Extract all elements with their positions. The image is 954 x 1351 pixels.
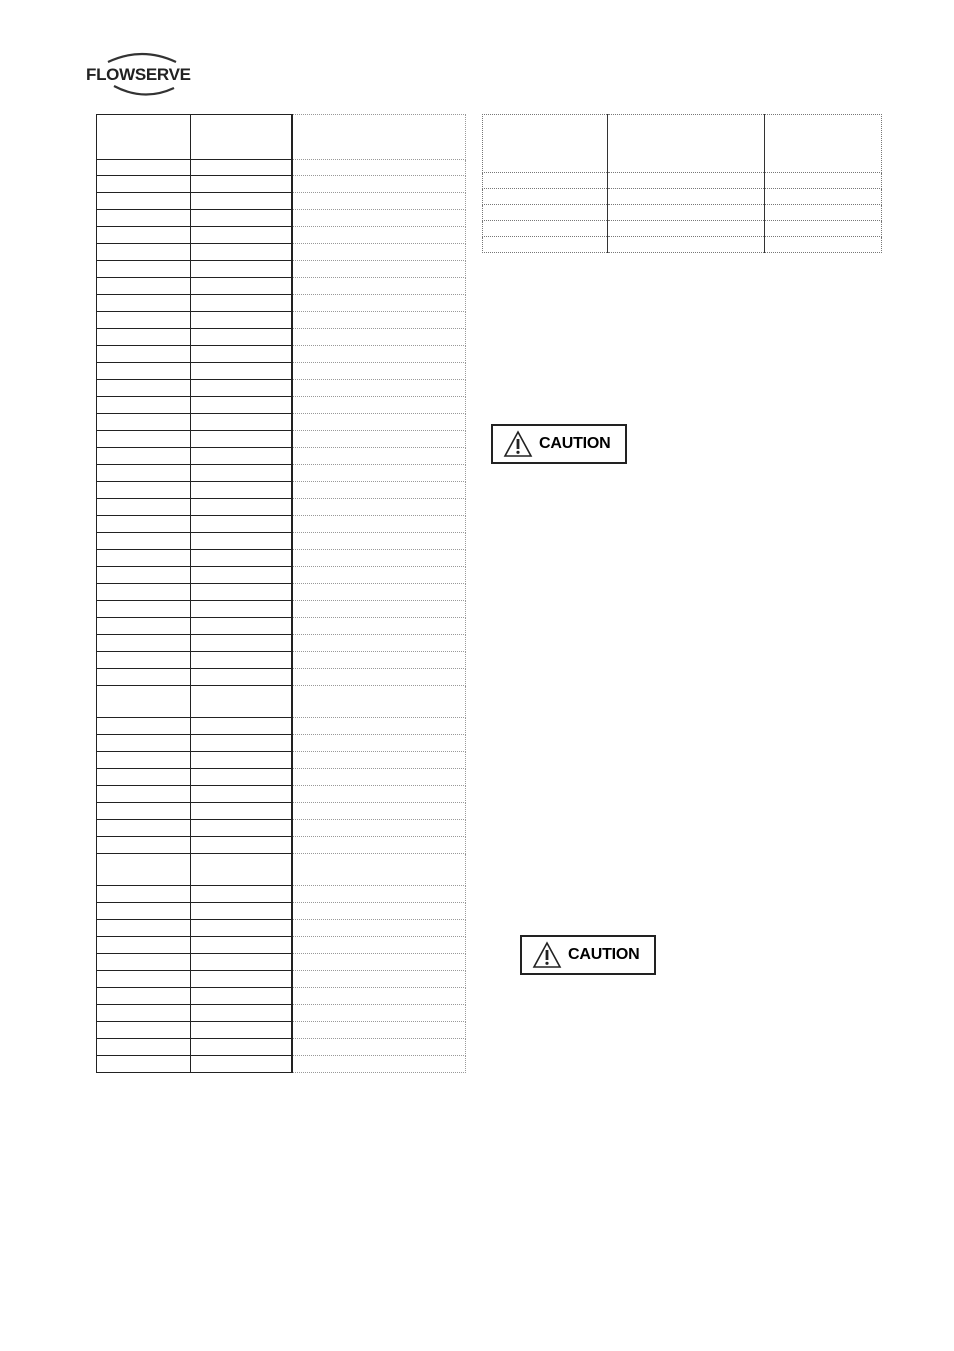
table-row: [483, 115, 882, 173]
table-row: [97, 176, 466, 193]
table-cell: [292, 261, 466, 278]
table-row: [97, 686, 466, 718]
table-cell: [97, 988, 191, 1005]
table-cell: [97, 482, 191, 499]
table-cell: [292, 669, 466, 686]
table-row: [97, 820, 466, 837]
table-cell: [292, 1005, 466, 1022]
table-cell: [292, 971, 466, 988]
table-cell: [191, 210, 293, 227]
table-row: [97, 550, 466, 567]
table-cell: [191, 652, 293, 669]
table-row: [97, 988, 466, 1005]
table-cell: [97, 516, 191, 533]
table-row: [97, 160, 466, 176]
table-cell: [97, 533, 191, 550]
table-cell: [97, 414, 191, 431]
table-cell: [292, 903, 466, 920]
table-cell: [483, 205, 608, 221]
table-cell: [97, 669, 191, 686]
table-cell: [191, 312, 293, 329]
table-cell: [292, 1039, 466, 1056]
table-cell: [97, 278, 191, 295]
table-cell: [97, 567, 191, 584]
table-cell: [191, 618, 293, 635]
table-cell: [97, 920, 191, 937]
table-cell: [292, 448, 466, 465]
table-cell: [292, 115, 466, 160]
table-row: [483, 173, 882, 189]
table-cell: [191, 533, 293, 550]
logo-text: FLOWSERVE: [86, 65, 191, 84]
table-row: [483, 237, 882, 253]
table-row: [97, 465, 466, 482]
table-cell: [191, 567, 293, 584]
table-cell: [483, 237, 608, 253]
table-cell: [191, 937, 293, 954]
table-cell: [292, 937, 466, 954]
table-cell: [608, 237, 765, 253]
table-cell: [191, 380, 293, 397]
table-cell: [765, 205, 882, 221]
table-cell: [191, 397, 293, 414]
caution-text: CAUTION: [539, 435, 611, 452]
table-cell: [97, 1022, 191, 1039]
table-cell: [292, 210, 466, 227]
table-cell: [292, 329, 466, 346]
table-cell: [191, 769, 293, 786]
table-cell: [97, 346, 191, 363]
table-cell: [191, 1005, 293, 1022]
table-cell: [97, 635, 191, 652]
table-cell: [191, 752, 293, 769]
table-cell: [191, 431, 293, 448]
table-row: [97, 295, 466, 312]
table-cell: [292, 312, 466, 329]
table-cell: [97, 363, 191, 380]
table-cell: [292, 414, 466, 431]
table-cell: [191, 261, 293, 278]
table-row: [97, 397, 466, 414]
table-cell: [191, 115, 293, 160]
table-cell: [191, 329, 293, 346]
table-row: [97, 244, 466, 261]
table-cell: [97, 769, 191, 786]
table-cell: [292, 516, 466, 533]
warning-triangle-icon: [532, 941, 562, 969]
table-cell: [608, 115, 765, 173]
table-row: [97, 1039, 466, 1056]
table-cell: [191, 363, 293, 380]
table-row: [97, 837, 466, 854]
table-cell: [292, 820, 466, 837]
table-cell: [97, 210, 191, 227]
left-data-table: [96, 114, 466, 1073]
table-row: [97, 635, 466, 652]
table-row: [97, 431, 466, 448]
table-cell: [97, 115, 191, 160]
table-cell: [97, 971, 191, 988]
table-cell: [191, 686, 293, 718]
table-row: [483, 221, 882, 237]
table-cell: [191, 278, 293, 295]
table-cell: [97, 465, 191, 482]
table-cell: [97, 854, 191, 886]
table-cell: [191, 803, 293, 820]
table-cell: [292, 686, 466, 718]
table-cell: [292, 193, 466, 210]
table-cell: [97, 176, 191, 193]
warning-triangle-icon: [503, 430, 533, 458]
table-row: [97, 380, 466, 397]
table-cell: [191, 1056, 293, 1073]
table-cell: [608, 189, 765, 205]
table-cell: [191, 465, 293, 482]
table-cell: [191, 903, 293, 920]
table-cell: [292, 244, 466, 261]
table-row: [97, 769, 466, 786]
table-row: [97, 227, 466, 244]
table-row: [97, 584, 466, 601]
table-row: [97, 669, 466, 686]
table-cell: [292, 482, 466, 499]
table-cell: [191, 499, 293, 516]
table-row: [97, 937, 466, 954]
table-cell: [97, 431, 191, 448]
table-row: [97, 312, 466, 329]
table-cell: [765, 237, 882, 253]
table-cell: [292, 618, 466, 635]
table-row: [97, 752, 466, 769]
table-row: [97, 278, 466, 295]
table-cell: [191, 954, 293, 971]
table-cell: [191, 854, 293, 886]
table-cell: [191, 295, 293, 312]
table-cell: [292, 278, 466, 295]
table-cell: [97, 380, 191, 397]
table-cell: [191, 482, 293, 499]
table-cell: [191, 244, 293, 261]
table-cell: [292, 160, 466, 176]
table-cell: [191, 516, 293, 533]
table-cell: [292, 769, 466, 786]
table-cell: [191, 227, 293, 244]
table-row: [97, 971, 466, 988]
table-row: [97, 735, 466, 752]
table-row: [97, 329, 466, 346]
table-cell: [483, 173, 608, 189]
table-cell: [97, 601, 191, 618]
table-cell: [483, 221, 608, 237]
table-cell: [483, 115, 608, 173]
table-cell: [292, 635, 466, 652]
table-cell: [97, 903, 191, 920]
table-cell: [765, 173, 882, 189]
table-cell: [292, 752, 466, 769]
table-cell: [97, 1056, 191, 1073]
table-row: [97, 346, 466, 363]
table-cell: [292, 584, 466, 601]
table-cell: [191, 1022, 293, 1039]
table-cell: [292, 550, 466, 567]
table-cell: [483, 189, 608, 205]
table-row: [97, 786, 466, 803]
table-cell: [292, 920, 466, 937]
table-cell: [292, 854, 466, 886]
table-cell: [292, 786, 466, 803]
table-row: [97, 601, 466, 618]
table-row: [97, 533, 466, 550]
table-cell: [97, 718, 191, 735]
table-row: [483, 205, 882, 221]
table-row: [97, 954, 466, 971]
table-cell: [292, 465, 466, 482]
table-cell: [191, 971, 293, 988]
table-cell: [97, 686, 191, 718]
table-row: [97, 482, 466, 499]
table-cell: [191, 669, 293, 686]
table-cell: [97, 584, 191, 601]
caution-text: CAUTION: [568, 946, 640, 963]
table-cell: [292, 735, 466, 752]
table-cell: [292, 533, 466, 550]
table-row: [97, 1022, 466, 1039]
table-cell: [191, 584, 293, 601]
table-cell: [191, 176, 293, 193]
table-cell: [97, 954, 191, 971]
table-cell: [292, 1022, 466, 1039]
table-row: [97, 803, 466, 820]
table-cell: [191, 1039, 293, 1056]
table-cell: [292, 176, 466, 193]
table-cell: [97, 618, 191, 635]
table-row: [97, 414, 466, 431]
table-cell: [292, 601, 466, 618]
table-cell: [292, 295, 466, 312]
table-row: [483, 189, 882, 205]
table-row: [97, 718, 466, 735]
table-cell: [97, 550, 191, 567]
table-cell: [191, 550, 293, 567]
table-cell: [292, 431, 466, 448]
table-cell: [97, 499, 191, 516]
table-row: [97, 652, 466, 669]
table-cell: [97, 786, 191, 803]
table-cell: [191, 635, 293, 652]
table-cell: [191, 920, 293, 937]
table-cell: [97, 261, 191, 278]
table-cell: [292, 718, 466, 735]
table-cell: [97, 886, 191, 903]
table-row: [97, 886, 466, 903]
table-cell: [191, 346, 293, 363]
table-cell: [97, 1005, 191, 1022]
table-cell: [191, 193, 293, 210]
table-cell: [292, 397, 466, 414]
table-row: [97, 1005, 466, 1022]
table-cell: [191, 988, 293, 1005]
table-cell: [191, 786, 293, 803]
flowserve-logo: [84, 50, 200, 100]
table-cell: [97, 397, 191, 414]
table-row: [97, 210, 466, 227]
table-row: [97, 516, 466, 533]
table-cell: [191, 820, 293, 837]
table-cell: [292, 954, 466, 971]
table-cell: [608, 221, 765, 237]
table-cell: [97, 244, 191, 261]
table-cell: [97, 227, 191, 244]
table-cell: [292, 227, 466, 244]
table-cell: [97, 752, 191, 769]
table-cell: [97, 329, 191, 346]
table-row: [97, 854, 466, 886]
table-cell: [191, 837, 293, 854]
table-cell: [97, 803, 191, 820]
table-cell: [97, 652, 191, 669]
table-cell: [97, 937, 191, 954]
table-row: [97, 115, 466, 160]
table-cell: [97, 448, 191, 465]
table-cell: [292, 837, 466, 854]
table-cell: [97, 295, 191, 312]
table-cell: [191, 448, 293, 465]
table-row: [97, 1056, 466, 1073]
table-cell: [191, 718, 293, 735]
table-row: [97, 618, 466, 635]
table-row: [97, 363, 466, 380]
table-cell: [97, 312, 191, 329]
table-row: [97, 448, 466, 465]
table-cell: [292, 803, 466, 820]
table-cell: [292, 652, 466, 669]
table-cell: [191, 886, 293, 903]
table-cell: [765, 221, 882, 237]
table-cell: [97, 820, 191, 837]
table-cell: [292, 380, 466, 397]
caution-label-2: [520, 935, 656, 975]
table-row: [97, 920, 466, 937]
table-cell: [191, 735, 293, 752]
table-row: [97, 903, 466, 920]
table-cell: [97, 735, 191, 752]
table-cell: [292, 499, 466, 516]
table-cell: [608, 205, 765, 221]
table-cell: [97, 837, 191, 854]
table-cell: [292, 363, 466, 380]
table-cell: [608, 173, 765, 189]
table-row: [97, 193, 466, 210]
table-cell: [191, 160, 293, 176]
caution-label-1: [491, 424, 627, 464]
table-row: [97, 261, 466, 278]
table-row: [97, 499, 466, 516]
table-cell: [191, 414, 293, 431]
table-cell: [765, 189, 882, 205]
table-cell: [292, 567, 466, 584]
table-cell: [292, 1056, 466, 1073]
right-data-table: [482, 114, 882, 253]
table-row: [97, 567, 466, 584]
table-cell: [97, 1039, 191, 1056]
table-cell: [292, 346, 466, 363]
table-cell: [765, 115, 882, 173]
table-cell: [292, 988, 466, 1005]
table-cell: [97, 193, 191, 210]
table-cell: [292, 886, 466, 903]
table-cell: [191, 601, 293, 618]
table-cell: [97, 160, 191, 176]
